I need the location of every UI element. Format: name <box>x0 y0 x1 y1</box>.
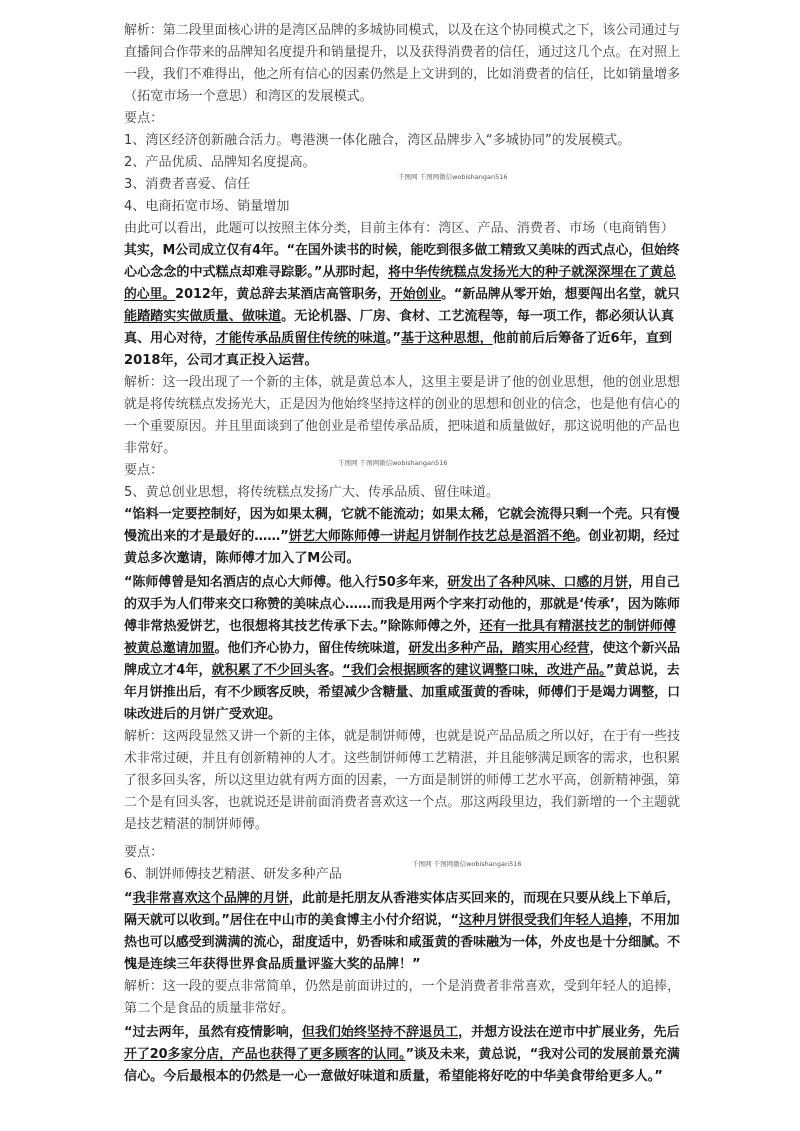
watermark-2: 千图网 千图网微信wobishangan516 <box>338 459 448 467</box>
body-text: 5、黄总创业思想，将传统糕点发扬广大、传承品质、留住味道。 <box>124 485 499 500</box>
bold-text: “馅料一定要控制好，因为如果太稠，它就不能流动；如果太稀，它就会流得只剩一个壳。只有慢 <box>124 507 680 522</box>
body-text: 2、产品优质、品牌知名度提高。 <box>124 155 316 170</box>
bold-text: 2012年，黄总辞去某酒店高管职务， <box>175 287 390 302</box>
underlined-bold-text: 就积累了不少回头客 <box>211 663 330 678</box>
text-line <box>124 284 680 306</box>
underlined-bold-text: 才能传承品质留住传统的味道 <box>215 331 386 346</box>
text-line <box>124 814 268 836</box>
underlined-bold-text: 还有一批具有精湛技艺的制饼师傅 <box>479 619 676 634</box>
body-text: 6、制饼师傅技艺精湛、研发多种产品 <box>124 867 342 882</box>
text-line <box>124 416 680 438</box>
text-line <box>124 616 676 638</box>
text-line <box>124 770 680 792</box>
underlined-bold-text: 但我们始终坚持不辞退员工 <box>301 1025 459 1040</box>
body-text: 要点： <box>124 463 164 478</box>
text-line <box>124 372 680 394</box>
body-text: 由此可以看出，此题可以按照主体分类，目前主体有：湾区、产品、消费者、市场（电商销售） <box>124 221 674 236</box>
bold-text: 。“新品牌从零开始，想要闯出名堂，就只 <box>441 287 680 302</box>
body-text: 要点： <box>124 845 164 860</box>
text-line <box>124 196 289 218</box>
text-line <box>124 748 680 770</box>
text-line <box>124 130 630 152</box>
underlined-bold-text: 这种月饼很受我们年轻人追捧 <box>459 913 628 928</box>
body-text: 第二个是食品的质量非常好。 <box>124 1001 295 1016</box>
text-line <box>124 864 342 886</box>
underlined-bold-text: “我们会根据顾客的建议调整口味，改进产品。 <box>342 663 606 678</box>
watermark-3: 千图网 千图网微信wobishangan516 <box>412 860 522 868</box>
bold-text: 愧是连续三年获得世界食品质量评鉴大奖的品牌！” <box>124 957 421 972</box>
body-text: （拓宽市场一个意思）和湾区的发展模式。 <box>124 89 373 104</box>
text-line <box>124 64 680 86</box>
body-text: 非常好。 <box>124 441 177 456</box>
body-text: 解析：这一段的要点非常简单，仍然是前面讲过的，一个是消费者非常喜欢，受到年轻人的追捧， <box>124 979 681 994</box>
text-line <box>124 998 294 1020</box>
body-text: 解析：这两段显然又讲一个新的主体，就是制饼师傅，也就是说产品品质之所以好，在于有一些技 <box>124 729 681 744</box>
text-line <box>124 1022 680 1044</box>
bold-text: ”黄总说，去 <box>605 663 680 678</box>
text-line <box>124 932 680 954</box>
text-line <box>124 218 674 240</box>
text-line <box>124 638 680 660</box>
text-line <box>124 954 421 976</box>
bold-text: 。” <box>385 331 402 346</box>
bold-text: 其实，M公司成立仅有4年。“在国外读书的时候，能吃到很多做工精致又美味的西式点心，但始终 <box>124 243 680 258</box>
text-line <box>124 108 163 130</box>
body-text: 直播间合作带来的品牌知名度提升和销量提升，以及获得消费者的信任，通过这几个点。在对照上 <box>124 45 681 60</box>
underlined-bold-text: 的心里。 <box>124 287 176 302</box>
text-line <box>124 460 163 482</box>
body-text: 了很多回头客，所以这里边就有两方面的因素，一方面是制饼的师傅工艺水平高，创新精神强，第 <box>124 773 681 788</box>
bold-text: 傅非常热爱饼艺，也很想将其技艺传承下去。”除陈师傅之外， <box>124 619 480 634</box>
body-text: 术非常过硬，并且有创新精神的人才。这些制饼师傅工艺精湛，并且能够满足顾客的需求，也积累 <box>124 751 681 766</box>
text-line <box>124 976 680 998</box>
body-text: 4、电商拓宽市场、销量增加 <box>124 199 290 214</box>
text-line <box>124 350 318 372</box>
watermark-1: 千图网 千图网微信wobishangan516 <box>398 173 508 181</box>
text-line <box>124 1044 680 1066</box>
bold-text: ，用自己 <box>628 575 680 590</box>
text-line <box>124 86 373 108</box>
underlined-bold-text: 将中华传统糕点发扬光大的种子就深深埋在了黄总 <box>387 265 676 280</box>
text-line <box>124 910 680 932</box>
body-text: 1、湾区经济创新融合活力。粤港澳一体化融合，湾区品牌步入“多城协同”的发展模式。 <box>124 133 631 148</box>
text-line <box>124 152 316 174</box>
text-line <box>124 42 680 64</box>
text-line <box>124 548 360 570</box>
bold-text: 。创业初期，经过 <box>575 529 680 544</box>
text-line <box>124 174 250 196</box>
text-line <box>124 526 680 548</box>
body-text: 解析：这一段出现了一个新的主体，就是黄总本人，这里主要是讲了他的创业思想，他的创业思想 <box>124 375 681 390</box>
text-line <box>124 306 674 328</box>
body-text: 要点： <box>124 111 164 126</box>
underlined-bold-text: 基于这种思想， <box>401 331 493 346</box>
underlined-bold-text: 开了20多家分店，产品也获得了更多顾客的认同。 <box>124 1047 406 1062</box>
text-line <box>124 842 163 864</box>
text-line <box>124 20 680 42</box>
underlined-bold-text: 研发出多种产品，踏实用心经营 <box>408 641 590 656</box>
body-text: 一个重要原因。并且里面谈到了他创业是希望传承品质，把味道和质量做好，那这说明他的产品也 <box>124 419 681 434</box>
bold-text: 隔天就可以收到。”居住在中山市的美食博主小付介绍说，“ <box>124 913 460 928</box>
text-line <box>124 1066 663 1088</box>
bold-text: 真、用心对待， <box>124 331 216 346</box>
text-line <box>124 572 680 594</box>
body-text: 一段，我们不难得出，他之所有信心的因素仍然是上文讲到的，比如消费者的信任，比如销量增多 <box>124 67 681 82</box>
text-line <box>124 682 680 704</box>
bold-text: 。无论机器、厂房、食材、工艺流程等，每一项工作，都必须认认真 <box>281 309 674 324</box>
bold-text: “过去两年，虽然有疫情影响， <box>124 1025 302 1040</box>
underlined-bold-text: 我非常喜欢这个品牌的月饼 <box>132 891 289 906</box>
bold-text: ，使这个新兴品 <box>589 641 681 656</box>
bold-text: 他前前后后筹备了近6年，直到 <box>492 331 673 346</box>
bold-text: 2018年，公司才真正投入运营。 <box>124 353 318 368</box>
bold-text: 味改进后的月饼广受欢迎。 <box>124 707 282 722</box>
text-line <box>124 888 680 910</box>
body-text: 就是将传统糕点发扬光大，正是因为他始终坚持这样的创业的思想和创业的信念，也是他有信心的 <box>124 397 681 412</box>
bold-text: “陈师傅曾是知名酒店的点心大师傅。他入行50多年来， <box>124 575 448 590</box>
bold-text: ，并想方设法在逆市中扩展业务，先后 <box>458 1025 680 1040</box>
bold-text: 牌成立才4年， <box>124 663 212 678</box>
bold-text: ，此前是托朋友从香港实体店买回来的，而现在只要从线上下单后， <box>288 891 680 906</box>
underlined-bold-text: 研发出了各种风味、口感的月饼 <box>447 575 629 590</box>
bold-text: 心心念念的中式糕点却难寻踪影。”从那时起， <box>124 265 388 280</box>
body-text: 是技艺精湛的制饼师傅。 <box>124 817 269 832</box>
bold-text: 年月饼推出后，有不少顾客反映，希望减少含糖量、加重咸蛋黄的香味，师傅们于是竭力调整，口 <box>124 685 681 700</box>
bold-text: “ <box>124 891 133 906</box>
text-line <box>124 438 176 460</box>
underlined-bold-text: 被黄总邀请加盟 <box>124 641 215 656</box>
text-line <box>124 726 680 748</box>
text-line <box>124 394 680 416</box>
underlined-bold-text: 开始创业 <box>389 287 442 302</box>
bold-text: 慢流出来的才是最好的……” <box>124 529 289 544</box>
body-text: 解析：第二段里面核心讲的是湾区品牌的多城协同模式，以及在这个协同模式之下，该公司通过与 <box>124 23 681 38</box>
body-text: 二个是有回头客，也就说还是讲前面消费者喜欢这一个点。那这两段里边，我们新增的一个主题就 <box>124 795 681 810</box>
bold-text: 黄总多次邀请，陈师傅才加入了M公司。 <box>124 551 360 566</box>
bold-text: 。 <box>329 663 343 678</box>
bold-text: 热也可以感受到满满的流心，甜度适中，奶香味和咸蛋黄的香味融为一体，外皮也是十分细腻。不 <box>124 935 681 950</box>
text-line <box>124 660 680 682</box>
text-line <box>124 482 499 504</box>
text-line <box>124 262 676 284</box>
bold-text: 信心。今后最根本的仍然是一心一意做好味道和质量，希望能将好吃的中华美食带给更多人。” <box>124 1069 663 1084</box>
text-line <box>124 792 680 814</box>
text-line <box>124 240 680 262</box>
text-line <box>124 504 680 526</box>
text-line <box>124 704 281 726</box>
text-line <box>124 328 672 350</box>
bold-text: 。他们齐心协力，留住传统味道， <box>214 641 409 656</box>
underlined-bold-text: 饼艺大师陈师傅一讲起月饼制作技艺总是滔滔不绝 <box>288 529 576 544</box>
underlined-bold-text: 能踏踏实实做质量、做味道 <box>124 309 282 324</box>
body-text: 3、消费者喜爱、信任 <box>124 177 251 192</box>
bold-text: ”谈及未来，黄总说，“我对公司的发展前景充满 <box>405 1047 680 1062</box>
bold-text: 的双手为人们带来交口称赞的美味点心……而我是用两个字来打动他的，那就是‘传承’，因为陈师 <box>124 597 680 612</box>
text-line <box>124 594 680 616</box>
bold-text: ，不用加 <box>627 913 680 928</box>
